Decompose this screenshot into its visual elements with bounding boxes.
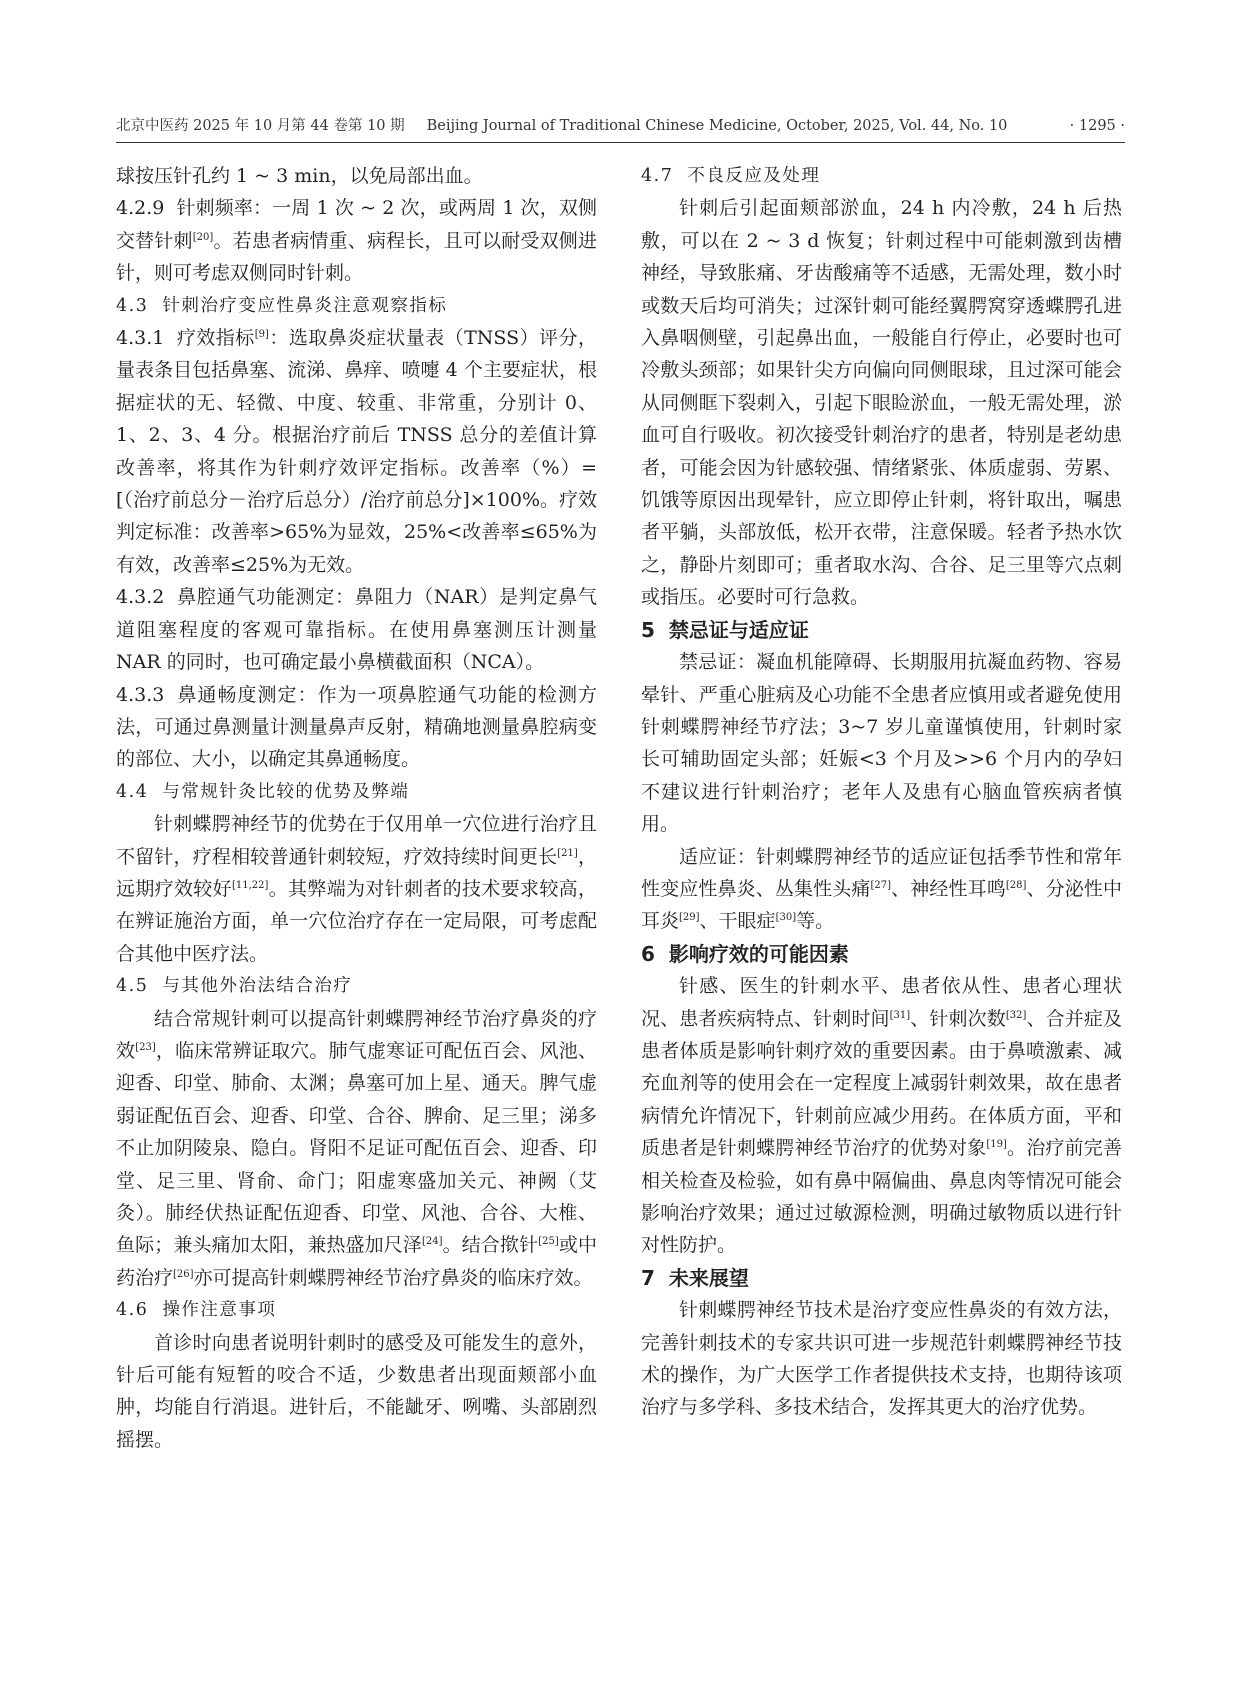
section-number: 4.3.3	[116, 683, 165, 706]
contraindications-paragraph: 禁忌证：凝血机能障碍、长期服用抗凝血药物、容易晕针、严重心脏病及心功能不全患者应慎用或者避免使用针刺蝶腭神经节疗法；3~7 岁儿童谨慎使用，针刺时家长可辅助固定头部；妊娠<3 个月及>>6 个月内的孕妇不建议进行针刺治疗；老年人及患有心脑血管疾病者慎用。	[641, 651, 1122, 836]
citation: [9]	[254, 329, 269, 341]
section-number: 4.2.9	[116, 197, 165, 220]
section-4-3-heading: 4.3 针刺治疗变应性鼻炎注意观察指标	[116, 295, 448, 316]
indications-paragraph: 适应证：针刺蝶腭神经节的适应证包括季节性和常年性变应性鼻炎、丛集性头痛[27]、神经性耳鸣[28]、分泌性中耳炎[29]、干眼症[30]等。	[641, 845, 1122, 933]
section-5-heading: 5 禁忌证与适应证	[641, 617, 809, 642]
citation: [29]	[679, 912, 700, 924]
citation: [25]	[538, 1236, 559, 1248]
section-6-body: 针感、医生的针刺水平、患者依从性、患者心理状况、患者疾病特点、针刺时间[31]、针刺次数[32]、合并症及患者体质是影响针刺疗效的重要因素。由于鼻喷激素、减充血剂等的使用会在一定程度上减弱针刺效果，故在患者病情允许情况下，针刺前应减少用药。在体质方面，平和质患者是针刺蝶腭神经节治疗的优势对象[19]。治疗前完善相关检查及检验，如有鼻中隔偏曲、鼻息肉等情况可能会影响治疗效果；通过过敏源检测，明确过敏物质以进行针对性防护。	[641, 975, 1122, 1257]
left-column	[116, 160, 597, 1456]
header-left	[116, 114, 1007, 138]
section-4-6-heading: 4.6 操作注意事项	[116, 1300, 277, 1321]
citation: [23]	[135, 1041, 156, 1053]
header-issue: 北京中医药 2025 年 10 月第 44 卷第 10 期	[116, 118, 405, 134]
section-4-4-body: 针刺蝶腭神经节的优势在于仅用单一穴位进行治疗且不留针，疗程相较普通针刺较短，疗效持续时间更长[21]，远期疗效较好[11,22]。其弊端为对针刺者的技术要求较高，在辨证施治方面，单一穴位治疗存在一定局限，可考虑配合其他中医疗法。	[116, 813, 597, 965]
section-number: 4.3.1	[116, 327, 165, 350]
citation: [20]	[192, 231, 214, 243]
citation: [28]	[1005, 879, 1027, 891]
section-4-7-body: 针刺后引起面颊部淤血，24 h 内冷敷，24 h 后热敷，可以在 2 ~ 3 d 恢复；针刺过程中可能刺激到齿槽神经，导致胀痛、牙齿酸痛等不适感，无需处理，数小时或数天后均可消失；过深针刺可能经翼腭窝穿透蝶腭孔进入鼻咽侧壁，引起鼻出血，一般能自行停止，必要时也可冷敷头颈部；如果针尖方向偏向同侧眼球，且过深可能会从同侧眶下裂刺入，引起下眼睑淤血，一般无需处理，淤血可自行吸收。初次接受针刺治疗的患者，特别是老幼患者，可能会因为针感较强、情绪紧张、体质虚弱、劳累、饥饿等原因出现晕针，应立即停止针刺，将针取出，嘱患者平躺，头部放低，松开衣带，注意保暖。轻者予热水饮之，静卧片刻即可；重者取水沟、合谷、足三里等穴点刺或指压。必要时可行急救。	[641, 197, 1122, 609]
section-4-6-body: 首诊时向患者说明针刺时的感受及可能发生的意外，针后可能有短暂的咬合不适，少数患者出现面颊部小血肿，均能自行消退。进针后，不能龇牙、咧嘴、头部剧烈摇摆。	[116, 1331, 597, 1451]
section-4-3-3: 4.3.3 鼻通畅度测定：作为一项鼻腔通气功能的检测方法，可通过鼻测量计测量鼻声反射，精确地测量鼻腔病变的部位、大小，以确定其鼻通畅度。	[116, 683, 597, 771]
section-7-heading: 7 未来展望	[641, 1265, 749, 1290]
section-6-heading: 6 影响疗效的可能因素	[641, 941, 849, 966]
section-4-3-2: 4.3.2 鼻腔通气功能测定：鼻阻力（NAR）是判定鼻气道阻塞程度的客观可靠指标。在使用鼻塞测压计测量 NAR 的同时，也可确定最小鼻横截面积（NCA）。	[116, 586, 597, 674]
right-column	[641, 160, 1122, 1424]
citation: [27]	[870, 879, 891, 891]
section-4-4-heading: 4.4 与常规针灸比较的优势及弊端	[116, 781, 410, 802]
citation: [24]	[421, 1236, 443, 1248]
citation: [30]	[775, 912, 797, 924]
paragraph: 球按压针孔约 1 ~ 3 min，以免局部出血。	[116, 165, 483, 187]
section-4-5-body: 结合常规针刺可以提高针刺蝶腭神经节治疗鼻炎的疗效[23]，临床常辨证取穴。肺气虚寒证可配伍百会、风池、迎香、印堂、肺俞、太渊；鼻塞可加上星、通天。脾气虚弱证配伍百会、迎香、印堂、合谷、脾俞、足三里；涕多不止加阴陵泉、隐白。肾阳不足证可配伍百会、迎香、印堂、足三里、肾俞、命门；阳虚寒盛加关元、神阙（艾灸）。肺经伏热证配伍迎香、印堂、风池、合谷、大椎、鱼际；兼头痛加太阳，兼热盛加尺泽[24]。结合揿针[25]或中药治疗[26]亦可提高针刺蝶腭神经节治疗鼻炎的临床疗效。	[116, 1007, 597, 1289]
citation: [19]	[986, 1139, 1007, 1151]
section-4-2-9: 4.2.9 针刺频率：一周 1 次 ~ 2 次，或两周 1 次，双侧交替针刺[20]。若患者病情重、病程长，且可以耐受双侧进针，则可考虑双侧同时针刺。	[116, 197, 597, 285]
header-journal-name: Beijing Journal of Traditional Chinese Medicine, October, 2025, Vol. 44, No. 10	[426, 118, 1008, 134]
citation: [11,22]	[231, 879, 269, 891]
section-4-5-heading: 4.5 与其他外治法结合治疗	[116, 976, 353, 997]
citation: [32]	[1005, 1009, 1027, 1021]
citation: [26]	[173, 1268, 194, 1280]
section-4-7-heading: 4.7 不良反应及处理	[641, 166, 821, 186]
section-7-body: 针刺蝶腭神经节技术是治疗变应性鼻炎的有效方法，完善针刺技术的专家共识可进一步规范针刺蝶腭神经节技术的操作，为广大医学工作者提供技术支持，也期待该项治疗与多学科、多技术结合，发挥其更大的治疗优势。	[641, 1299, 1122, 1419]
citation: [31]	[889, 1009, 911, 1021]
section-number: 4.3.2	[116, 586, 165, 609]
section-4-3-1: 4.3.1 疗效指标[9]：选取鼻炎症状量表（TNSS）评分，量表条目包括鼻塞、流涕、鼻痒、喷嚏 4 个主要症状，根据症状的无、轻微、中度、较重、非常重，分别计 0、1、2、3、4 分。根据治疗前后 TNSS 总分的差值计算改善率，将其作为针刺疗效评定指标。改善率（%）=[（治疗前总分－治疗后总分）/治疗前总分]×100%。疗效判定标准：改善率>65%为显效，25%<改善率≤65%为有效，改善率≤25%为无效。	[116, 327, 597, 576]
citation: [21]	[557, 847, 578, 859]
running-header	[116, 114, 1125, 143]
page-number: · 1295 ·	[1069, 118, 1125, 134]
